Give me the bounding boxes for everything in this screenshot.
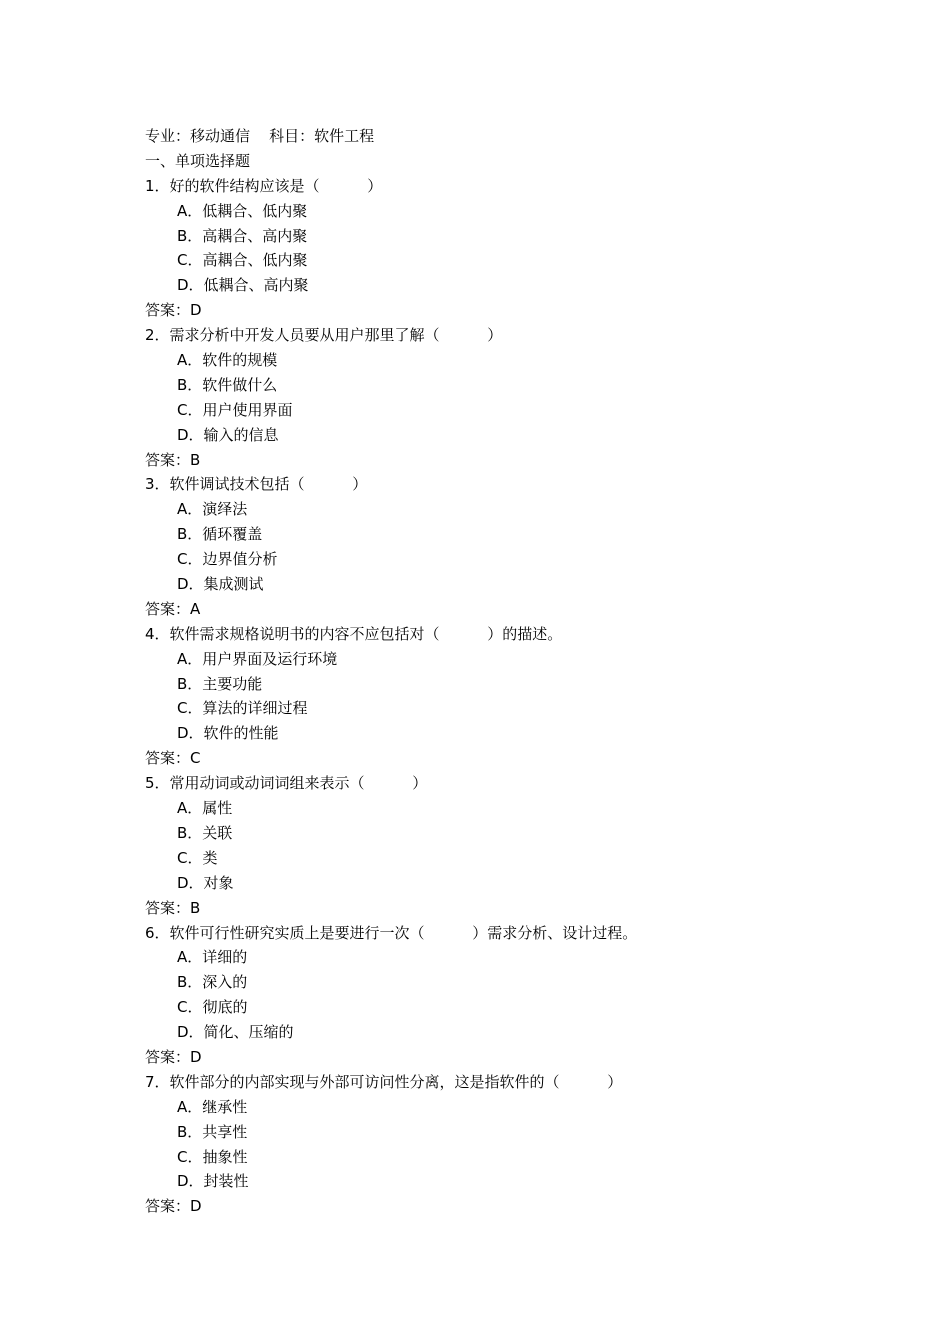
option-b: B．关联: [177, 823, 233, 842]
option-c: C．边界值分析: [177, 550, 278, 569]
question-1: [145, 174, 845, 323]
option-d: D．低耦合、高内聚: [177, 276, 309, 295]
answer: 答案：D: [145, 301, 202, 320]
option-a: A．演绎法: [177, 500, 248, 519]
question-5: [145, 771, 845, 920]
answer: 答案：C: [145, 749, 201, 768]
option-d: D．软件的性能: [177, 724, 279, 743]
option-d: D．封装性: [177, 1172, 249, 1191]
question-stem: 4．软件需求规格说明书的内容不应包括对（ ）的描述。: [145, 624, 563, 643]
option-a: A．继承性: [177, 1097, 248, 1116]
option-b: B．共享性: [177, 1122, 248, 1141]
option-d: D．简化、压缩的: [177, 1023, 294, 1042]
option-b: B．主要功能: [177, 674, 263, 693]
question-stem: 1．好的软件结构应该是（ ）: [145, 176, 383, 195]
option-c: C．用户使用界面: [177, 400, 293, 419]
question-4: [145, 622, 845, 771]
option-c: C．类: [177, 848, 218, 867]
question-stem: 6．软件可行性研究实质上是要进行一次（ ）需求分析、设计过程。: [145, 923, 638, 942]
question-2: [145, 323, 845, 472]
option-b: B．循环覆盖: [177, 525, 263, 544]
question-3: [145, 472, 845, 621]
question-stem: 5．常用动词或动词词组来表示（ ）: [145, 774, 428, 793]
question-stem: 7．软件部分的内部实现与外部可访问性分离，这是指软件的（ ）: [145, 1072, 623, 1091]
option-a: A．用户界面及运行环境: [177, 649, 338, 668]
option-c: C．算法的详细过程: [177, 699, 308, 718]
document-header: 专业：移动通信 科目：软件工程: [145, 127, 375, 145]
option-b: B．深入的: [177, 973, 248, 992]
answer: 答案：D: [145, 1047, 202, 1066]
question-stem: 3．软件调试技术包括（ ）: [145, 475, 368, 494]
option-d: D．对象: [177, 873, 234, 892]
option-a: A．详细的: [177, 948, 248, 967]
answer: 答案：B: [145, 898, 201, 917]
option-a: A．低耦合、低内聚: [177, 201, 308, 220]
option-c: C．抽象性: [177, 1147, 248, 1166]
option-b: B．高耦合、高内聚: [177, 226, 308, 245]
option-a: A．软件的规模: [177, 351, 278, 370]
question-6: [145, 921, 845, 1070]
option-d: D．输入的信息: [177, 425, 279, 444]
option-b: B．软件做什么: [177, 375, 278, 394]
question-stem: 2．需求分析中开发人员要从用户那里了解（ ）: [145, 326, 503, 345]
option-d: D．集成测试: [177, 575, 264, 594]
option-c: C．高耦合、低内聚: [177, 251, 308, 270]
option-a: A．属性: [177, 799, 233, 818]
answer: 答案：A: [145, 599, 201, 618]
section-title: 一、单项选择题: [145, 151, 251, 170]
document-content: [145, 124, 845, 1219]
option-c: C．彻底的: [177, 998, 248, 1017]
question-7: [145, 1070, 845, 1219]
answer: 答案：D: [145, 1197, 202, 1216]
answer: 答案：B: [145, 450, 201, 469]
